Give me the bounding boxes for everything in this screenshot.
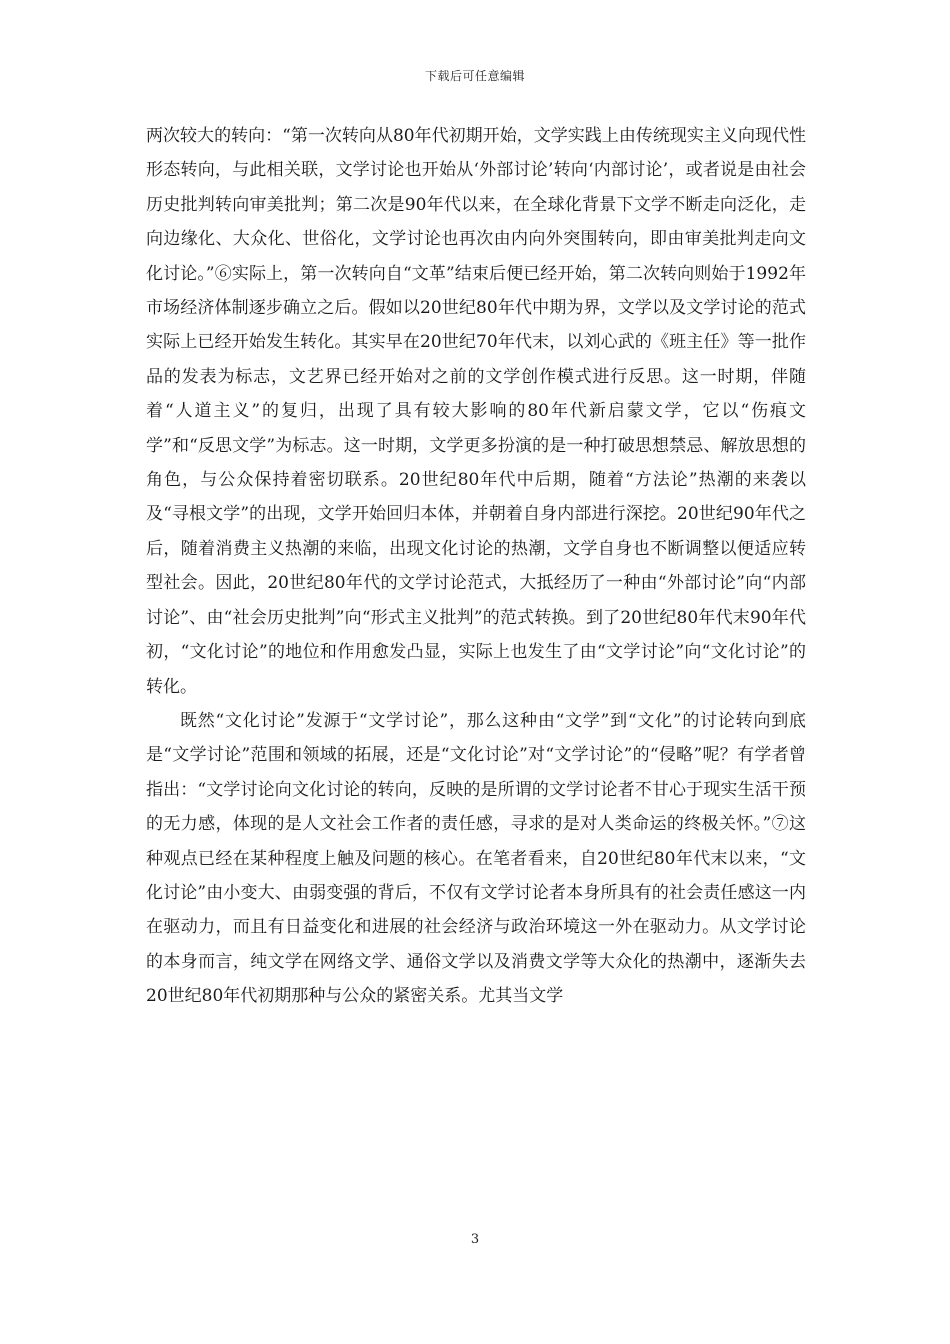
page-number: 3 [470, 1232, 480, 1247]
paragraph: 既然“文化讨论”发源于“文学讨论”，那么这种由“文学”到“文化”的讨论转向到底是“文学讨论”范围和领域的拓展，还是“文化讨论”对“文学讨论”的“侵略”呢？有学者曾指出：“文学讨论向文化讨论的转向，反映的是所谓的文学讨论者不甘心于现实生活干预的无力感，体现的是人文社会工作者的责任感，寻求的是对人类命运的终极关怀。”⑦这种观点已经在某种程度上触及问题的核心。在笔者看来，自20世纪80年代末以来，“文化讨论”由小变大、由弱变强的背后，不仅有文学讨论者本身所具有的社会责任感这一内在驱动力，而且有日益变化和进展的社会经济与政治环境这一外在驱动力。从文学讨论的本身而言，纯文学在网络文学、通俗文学以及消费文学等大众化的热潮中，逐渐失去20世纪80年代初期那种与公众的紧密关系。尤其当文学 [146, 710, 806, 1007]
page-header: 下载后可任意编辑 [424, 69, 525, 83]
document-body [146, 119, 806, 1014]
paragraph: 两次较大的转向：“第一次转向从80年代初期开始，文学实践上由传统现实主义向现代性形态转向，与此相关联，文学讨论也开始从‘外部讨论’转向‘内部讨论’，或者说是由社会历史批判转向审美批判；第二次是90年代以来，在全球化背景下文学不断走向泛化，走向边缘化、大众化、世俗化，文学讨论也再次由内向外突围转向，即由审美批判走向文化讨论。”⑥实际上，第一次转向自“文革”结束后便已经开始，第二次转向则始于1992年市场经济体制逐步确立之后。假如以20世纪80年代中期为界，文学以及文学讨论的范式实际上已经开始发生转化。其实早在20世纪70年代末，以刘心武的《班主任》等一批作品的发表为标志，文艺界已经开始对之前的文学创作模式进行反思。这一时期，伴随着“人道主义”的复归，出现了具有较大影响的80年代新启蒙文学，它以“伤痕文学”和“反思文学”为标志。这一时期，文学更多扮演的是一种打破思想禁忌、解放思想的角色，与公众保持着密切联系。20世纪80年代中后期，随着“方法论”热潮的来袭以及“寻根文学”的出现，文学开始回归本体，并朝着自身内部进行深挖。20世纪90年代之后，随着消费主义热潮的来临，出现文化讨论的热潮，文学自身也不断调整以便适应转型社会。因此，20世纪80年代的文学讨论范式，大抵经历了一种由“外部讨论”向“内部讨论”、由“社会历史批判”向“形式主义批判”的范式转换。到了20世纪80年代末90年代初，“文化讨论”的地位和作用愈发凸显，实际上也发生了由“文学讨论”向“文化讨论”的转化。 [146, 126, 806, 697]
